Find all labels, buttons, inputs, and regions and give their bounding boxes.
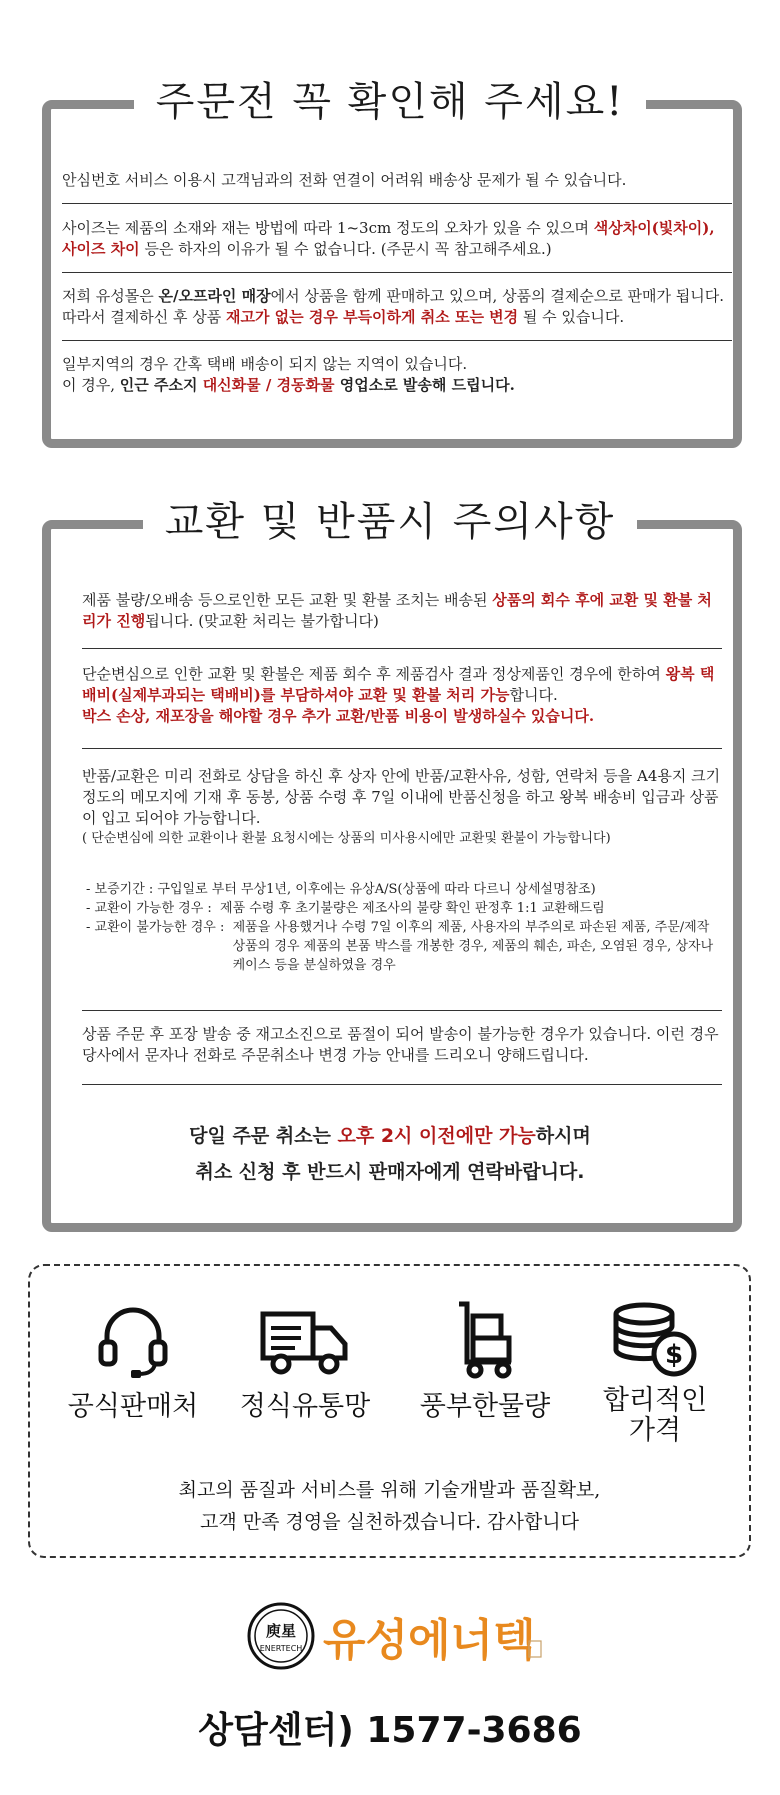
list-item: - 보증기간 : 구입일로 부터 무상1년, 이후에는 유상A/S(상품에 따라 다르니 상세설명참조) [86, 882, 596, 897]
company-logo [245, 1595, 545, 1677]
divider [82, 1010, 722, 1011]
delivery-truck-icon [257, 1300, 353, 1380]
exchange-p4: 상품 주문 후 포장 발송 중 재고소진으로 품절이 되어 발송이 불가능한 경우가 있습니다. 이런 경우 당사에서 문자나 전화로 주문취소나 변경 가능 안내를 드리오니 양해드립니다. [82, 1025, 719, 1064]
quality-commitment-text: 최고의 품질과 서비스를 위해 기술개발과 품질확보, 고객 만족 경영을 실천하겠습니다. 감사합니다 [178, 1479, 601, 1533]
divider [82, 748, 722, 749]
emblem-bottom-text: ENERTECH [259, 1644, 303, 1653]
feature-label: 합리적인 가격 [602, 1385, 708, 1446]
order-notice-p4: 일부지역의 경우 간혹 택배 배송이 되지 않는 지역이 있습니다. 이 경우, 인근 주소지 대신화물 / 경동화물 영업소로 발송해 드립니다. [62, 355, 515, 394]
exchange-notice-title: 교환 및 반품시 주의사항 [0, 498, 780, 546]
svg-text:$: $ [664, 1340, 684, 1370]
same-day-cancel-notice: 당일 주문 취소는 오후 2시 이전에만 가능하시며 취소 신청 후 반드시 판매자에게 연락바랍니다. [189, 1125, 591, 1183]
exchange-p2: 단순변심으로 인한 교환 및 환불은 제품 회수 후 제품검사 결과 정상제품인 경우에 한하여 왕복 택배비(실제부과되는 택배비)를 부담하셔야 교환 및 환불 처리 가능합니다. 박스 손상, 재포장을 해야할 경우 추가 교환/반품 비용이 발생하실수 있습니다. [82, 665, 715, 725]
exchange-p3: 반품/교환은 미리 전화로 상담을 하신 후 상자 안에 반품/교환사유, 성함, 연락처 등을 A4용지 크기 정도의 메모지에 기재 후 동봉, 상품 수령 후 7일 이내에 반품신청을 하고 왕복 배송비 입금과 상품이 입고 되어야 가능합니다. ( 단순변심에 의한 교환이나 환불 요청시에는 상품의 미사용시에만 교환및 환불이 가능합니다) [82, 767, 721, 846]
exchange-conditions-list [86, 880, 722, 975]
emblem-icon [245, 1595, 545, 1677]
feature-label: 공식판매처 [67, 1391, 199, 1422]
headset-icon [93, 1300, 173, 1380]
feature-ample-stock [400, 1300, 570, 1424]
divider [82, 648, 722, 649]
feature-reasonable-price [570, 1300, 740, 1446]
exchange-p1: 제품 불량/오배송 등으로인한 모든 교환 및 환불 조치는 배송된 상품의 회수 후에 교환 및 환불 처리가 진행됩니다. (맞교환 처리는 불가합니다) [82, 591, 712, 630]
list-item: - 교환이 불가능한 경우 : 제품을 사용했거나 수령 7일 이후의 제품, 사용자의 부주의로 파손된 제품, 주문/제작 상품의 경우 제품의 본품 박스를 개봉한 경우, 제품의 훼손, 파손, 오염된 경우, 상자나 케이스 등을 분실하였을 경우 [86, 920, 714, 973]
list-item: - 교환이 가능한 경우 : 제품 수령 후 초기불량은 제조사의 불량 확인 판정후 1:1 교환해드림 [86, 901, 605, 916]
feature-official-distribution [220, 1300, 390, 1424]
order-notice-p3: 저희 유성몰은 온/오프라인 매장에서 상품을 함께 판매하고 있으며, 상품의 결제순으로 판매가 됩니다. 따라서 결제하신 후 상품 재고가 없는 경우 부득이하게 취소 또는 변경 될 수 있습니다. [62, 287, 725, 326]
feature-label: 풍부한물량 [419, 1391, 551, 1422]
order-notice-p2: 사이즈는 제품의 소재와 재는 방법에 따라 1~3cm 정도의 오차가 있을 수 있으며 색상차이(빛차이), 사이즈 차이 등은 하자의 이유가 될 수 없습니다. (주문시 꼭 참고해주세요.) [62, 219, 715, 258]
divider [62, 340, 732, 341]
dollar-coins-icon [610, 1300, 700, 1380]
divider [62, 203, 732, 204]
emblem-top-text: 庾星 [265, 1622, 297, 1640]
consultation-phone: 상담센터) 1577-3686 [198, 1710, 582, 1751]
company-name: 유성에너텍 [323, 1615, 536, 1666]
order-notice-title: 주문전 꼭 확인해 주세요! [0, 78, 780, 126]
feature-official-seller [48, 1300, 218, 1424]
order-notice-p1: 안심번호 서비스 이용시 고객님과의 전화 연결이 어려워 배송상 문제가 될 수 있습니다. [62, 171, 627, 189]
divider [62, 272, 732, 273]
feature-label: 정식유통망 [239, 1391, 371, 1422]
divider [82, 1084, 722, 1085]
hand-truck-boxes-icon [445, 1300, 525, 1380]
